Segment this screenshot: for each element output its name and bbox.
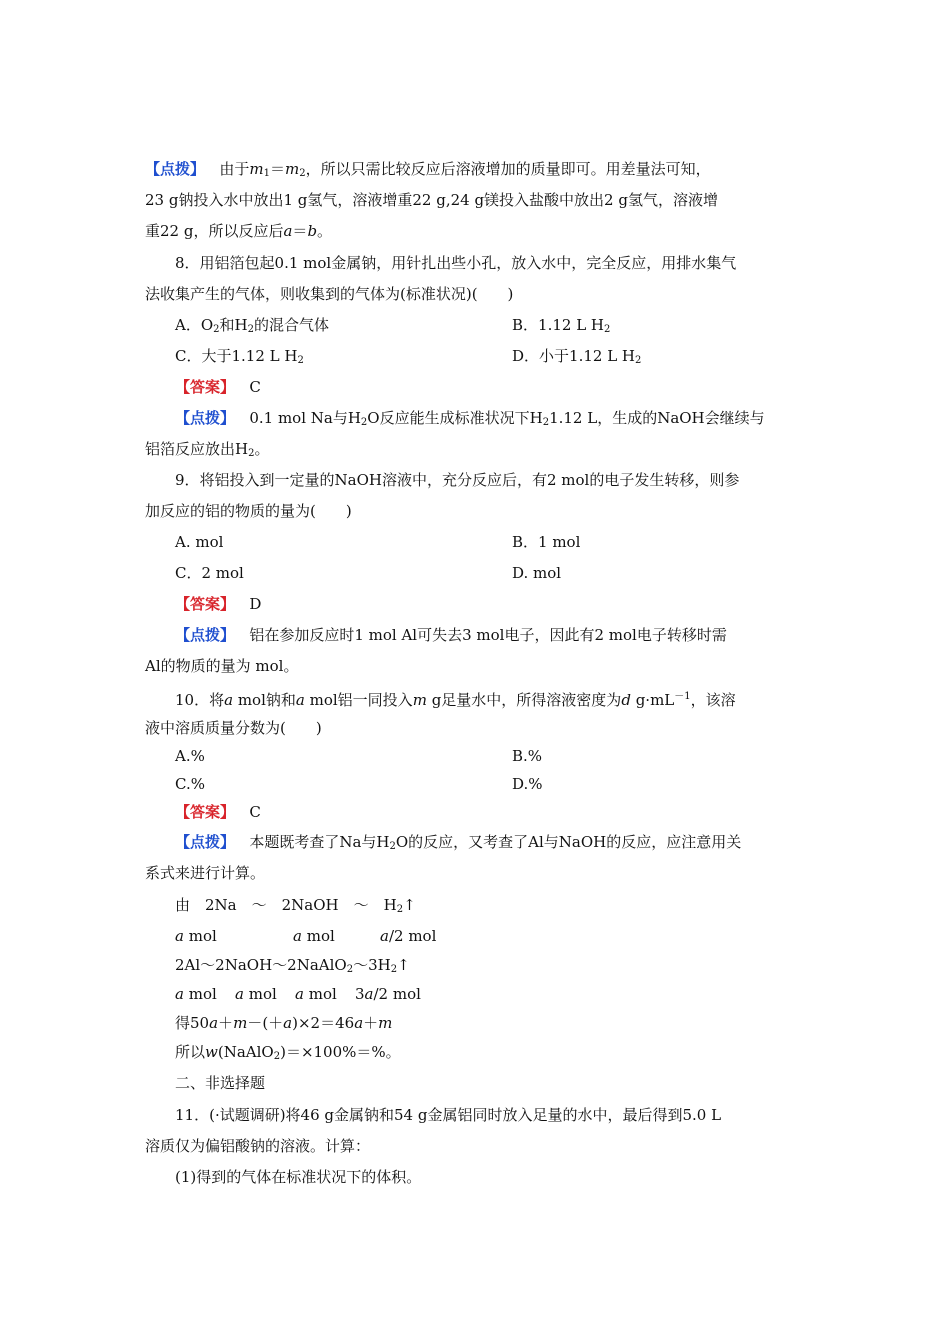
tip-label: 【点拨】: [175, 833, 236, 851]
q10-options-row-1: [175, 745, 840, 767]
q9-options-row-2: [175, 562, 840, 584]
answer-label: 【答案】: [175, 378, 236, 396]
section-heading: 二、非选择题: [175, 1074, 266, 1092]
q8-answer: 【答案】 C: [175, 378, 261, 396]
q8-stem-line-2: 法收集产生的气体，则收集到的气体为(标准状况)( ): [145, 285, 514, 303]
q11-stem-line-1: 11．(·试题调研)将46 g金属钠和54 g金属铝同时放入足量的水中，最后得到5.0 L: [175, 1106, 722, 1124]
q9-option-b: B．1 mol: [512, 533, 581, 551]
q8-options-row-2: [175, 345, 840, 372]
equation-line-6: 所以w(NaAlO$_2$)＝×100%＝%。: [175, 1043, 401, 1062]
q9-answer: 【答案】 D: [175, 595, 262, 613]
q8-option-b: B．1.12 L $H_2$: [512, 316, 611, 335]
q11-sub-question-1: (1)得到的气体在标准状况下的体积。: [175, 1168, 422, 1186]
equation-line-1: 由 2Na ～ 2NaOH ～ $H_2↑$: [175, 896, 416, 915]
q10-tip-line-1: 【点拨】 本题既考查了Na与$H_2O$的反应，又考查了Al与NaOH的反应，应注意用关: [175, 833, 742, 852]
q8-tip-line-1: 【点拨】 0.1 mol Na与$H_2O$反应能生成标准状况下$H_21.12$ L，生成的NaOH会继续与: [175, 409, 765, 428]
equation-line-5: 得50a＋m－(＋a)×2＝46a＋m: [175, 1014, 393, 1032]
q8-tip-line-2: 铝箔反应放出$H_2$。: [145, 440, 270, 459]
tip-label: 【点拨】: [175, 626, 236, 644]
q9-option-d: D. mol: [512, 564, 562, 582]
answer-label: 【答案】: [175, 803, 236, 821]
document-page: 【点拨】 由于$m_1=m_2$，所以只需比较反应后溶液增加的质量即可。用差量法可知， 23 g钠投入水中放出1 g氢气，溶液增重22 g,24 g镁投入盐酸中放出2 g氢气，溶液增 重22 g，所以反应后a＝b。 8．用铝箔包起0.1 mol金属钠，用针扎出些小孔，放入水中，完全反应，用排水集气 法收集产生的气体，则收集到的气体为(标准状况)( ) A．$O_2$和$H_2$的混合气体 B．1.12 L $H_2$ C．大于1.12 L $H_2$ D．小于1.12 L $H_2$ 【答案】 C 【点拨】 0.1 mol Na与$H_2O$反应能生成标准状况下$H_21.12$ L，生成的NaOH会继续与 铝箔反应放出$H_2$。 9．将铝投入到一定量的NaOH溶液中，充分反应后，有2 mol的电子发生转移，则参 加反应的铝的物质的量为( ) A. mol B．1 mol C．2 mol D. mol 【答案】 D 【点拨】 铝在参加反应时1 mol Al可失去3 mol电子，因此有2 mol电子转移时需 Al的物质的量为 mol。 10．将a mol钠和a mol铝一同投入m g足量水中，所得溶液密度为d $g\cdot mL^{-1}$，该溶 液中溶质质量分数为( ) A.% B.% C.% D.% 【答案】 C 【点拨】 本题既考查了Na与$H_2O$的反应，又考查了Al与NaOH的反应，应注意用关 系式来进行计算。 由 2Na ～ 2NaOH ～ $H_2↑$ a mol a mol a/2 mol $2Al\sim 2NaOH\sim 2NaAlO_2\sim 3H_2↑$ a mol a mol a mol 3a/2 mol 得50a＋m－(＋a)×2＝46a＋m 所以w(NaAlO$_2$)＝×100%＝%。 二、非选择题 11．(·试题调研)将46 g金属钠和54 g金属铝同时放入足量的水中，最后得到5.0 L 溶质仅为偏铝酸钠的溶液。计算： (1)得到的气体在标准状况下的体积。: [0, 0, 950, 1344]
q9-option-c: C．2 mol: [175, 564, 244, 582]
q11-stem-line-2: 溶质仅为偏铝酸钠的溶液。计算：: [145, 1137, 371, 1155]
q9-tip-line-1: 【点拨】 铝在参加反应时1 mol Al可失去3 mol电子，因此有2 mol电子转移时需: [175, 626, 727, 644]
q7-tip-line-2: 23 g钠投入水中放出1 g氢气，溶液增重22 g,24 g镁投入盐酸中放出2 g氢气，溶液增: [145, 191, 718, 209]
q8-option-d: D．小于1.12 L $H_2$: [512, 347, 642, 366]
q10-option-c: C.%: [175, 775, 205, 793]
q9-tip-line-2: Al的物质的量为 mol。: [145, 657, 299, 675]
q8-option-a: A．$O_2$和$H_2$的混合气体: [175, 316, 329, 335]
q7-tip-line-1: 【点拨】 由于$m_1=m_2$，所以只需比较反应后溶液增加的质量即可。用差量法可知，: [145, 160, 711, 179]
q9-stem-line-1: 9．将铝投入到一定量的NaOH溶液中，充分反应后，有2 mol的电子发生转移，则参: [175, 471, 740, 489]
q10-stem-line-1: 10．将a mol钠和a mol铝一同投入m g足量水中，所得溶液密度为d $g\cdot mL^{-1}$，该溶: [175, 691, 736, 709]
tip-label: 【点拨】: [175, 409, 236, 427]
q10-answer: 【答案】 C: [175, 803, 261, 821]
q7-tip-line-3: 重22 g，所以反应后a＝b。: [145, 222, 333, 240]
q8-options-row-1: [175, 314, 840, 341]
q9-stem-line-2: 加反应的铝的物质的量为( ): [145, 502, 352, 520]
q10-tip-line-2: 系式来进行计算。: [145, 864, 266, 882]
q9-option-a: A. mol: [175, 533, 224, 551]
tip-label: 【点拨】: [145, 160, 206, 178]
q10-options-row-2: [175, 773, 840, 795]
answer-label: 【答案】: [175, 595, 236, 613]
equation-line-3: $2Al\sim 2NaOH\sim 2NaAlO_2\sim 3H_2↑$: [175, 956, 410, 975]
q10-option-b: B.%: [512, 747, 543, 765]
q10-option-d: D.%: [512, 775, 543, 793]
q9-options-row-1: [175, 531, 840, 553]
q8-stem-line-1: 8．用铝箔包起0.1 mol金属钠，用针扎出些小孔，放入水中，完全反应，用排水集气: [175, 254, 737, 272]
q8-option-c: C．大于1.12 L $H_2$: [175, 347, 304, 366]
q10-stem-line-2: 液中溶质质量分数为( ): [145, 719, 322, 737]
q10-option-a: A.%: [175, 747, 205, 765]
